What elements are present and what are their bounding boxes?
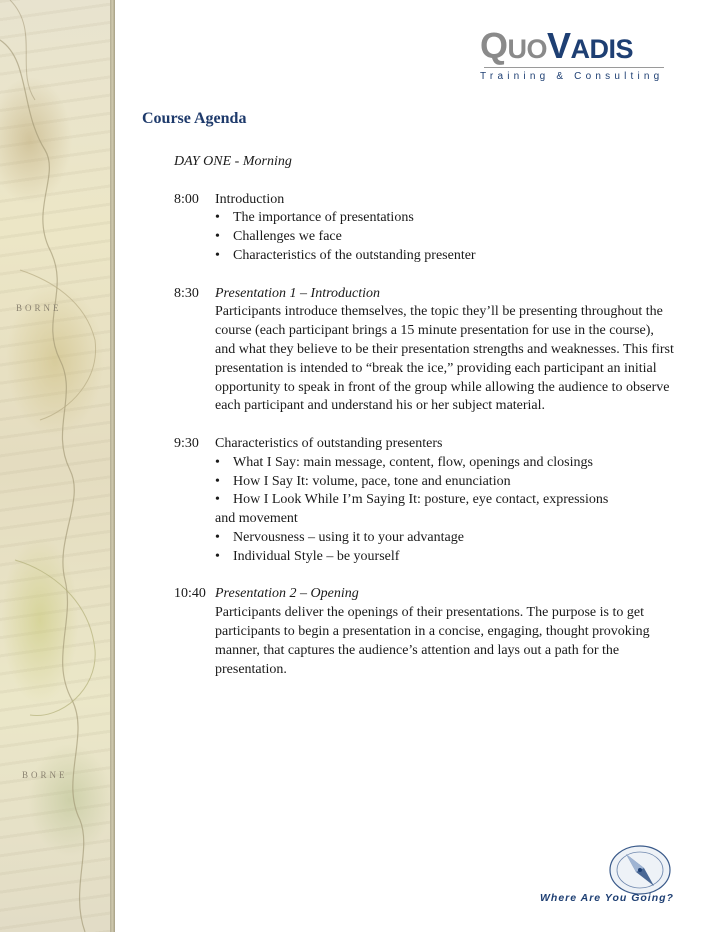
quovadis-logo [480,25,670,82]
list-item: • The importance of presentations [215,209,674,228]
bullet-list [174,209,674,265]
map-illustration [0,0,110,932]
list-item: • Challenges we face [215,228,674,247]
map-strip [0,0,110,932]
compass-icon [604,840,676,900]
agenda-content [174,153,674,679]
session-heading: Introduction [215,191,285,207]
footer-tagline: Where Are You Going? [540,892,674,904]
session-description: Participants introduce themselves, the topic they’ll be presenting throughout the course (each participant brings a 15 minute presentation for use in the course), and what they believe to be their presentation strengths and weaknesses. This first presentation is intended to “break the ice,” providing each participant an initial opportunity to speak in front of the group while allowing the audience to observe each participant and understand his or her subject material. [215,304,674,414]
session-heading: Presentation 2 – Opening [215,586,359,602]
list-item: • Individual Style – be yourself [215,548,674,567]
session-time: 8:30 [174,285,199,301]
list-item: • Nervousness – using it to your advantage [215,529,674,548]
map-strip-border [110,0,115,932]
map-label: BORNE [22,770,68,780]
session-time: 9:30 [174,435,199,451]
logo-tagline: Training & Consulting [480,71,664,82]
list-item: • How I Say It: volume, pace, tone and enunciation [215,473,674,492]
page-title: Course Agenda [142,110,247,127]
session-heading: Presentation 1 – Introduction [215,285,380,301]
logo-wordmark: QUOVADIS [480,25,634,66]
agenda-session [174,191,674,266]
bullet-list [174,454,674,492]
session-time: 10:40 [174,586,206,602]
list-item: • What I Say: main message, content, flow, openings and closings [215,454,674,473]
map-label: BORNE [16,303,62,313]
session-heading: Characteristics of outstanding presenters [215,435,443,451]
agenda-session [174,435,674,567]
list-item: • Characteristics of the outstanding presenter [215,247,674,266]
session-description: Participants deliver the openings of their presentations. The purpose is to get participants to begin a presentation in a concise, engaging, thought provoking manner, that captures the audience’s attention and lays out a path for the presentation. [215,605,650,677]
agenda-session [174,585,674,679]
day-heading: DAY ONE - Morning [174,154,292,169]
session-time: 8:00 [174,191,199,207]
bullet-list [174,529,674,567]
agenda-session [174,285,674,417]
list-item: • How I Look While I’m Saying It: posture, eye contact, expressions and movement [215,492,609,527]
logo-divider [484,67,664,68]
